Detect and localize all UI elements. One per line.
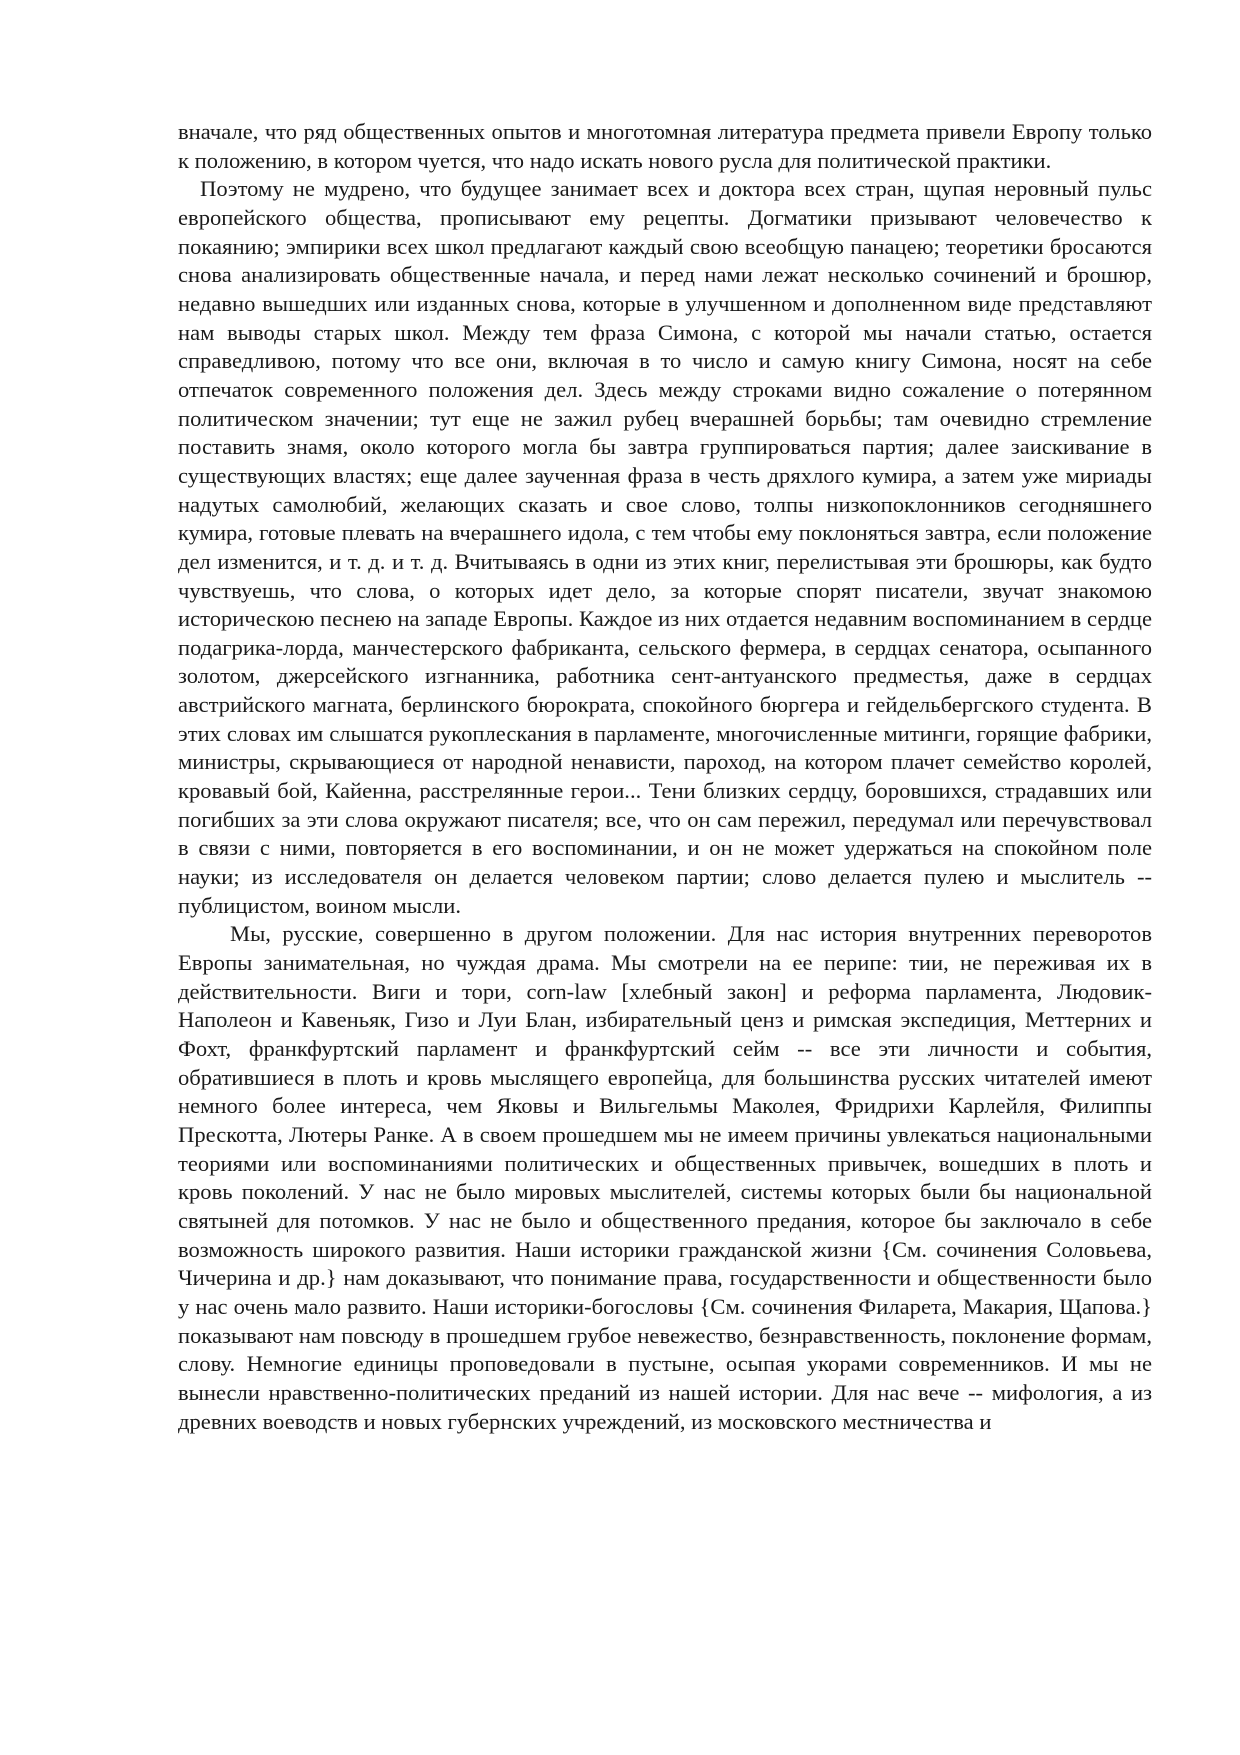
paragraph-1: вначале, что ряд общественных опытов и многотомная литература предмета привели Европу только к положению, в котором чуется, что надо искать нового русла для политической практики. (178, 119, 1152, 173)
paragraph-2: Поэтому не мудрено, что будущее занимает всех и доктора всех стран, щупая неровный пульс европейского общества, прописывают ему рецепты. Догматики призывают человечество к покаянию; эмпирики всех школ предлагают каждый свою всеобщую панацею; теоретики бросаются снова анализировать общественные начала, и перед нами лежат несколько сочинений и брошюр, недавно вышедших или изданных снова, которые в улучшенном и дополненном виде представляют нам выводы старых школ. Между тем фраза Симона, с которой мы начали статью, остается справедливою, потому что все они, включая в то число и самую книгу Симона, носят на себе отпечаток современного положения дел. Здесь между строками видно сожаление о потерянном политическом значении; тут еще не зажил рубец вчерашней борьбы; там очевидно стремление поставить знамя, около которого могла бы завтра группироваться партия; далее заискивание в существующих властях; еще далее заученная фраза в честь дряхлого кумира, а затем уже мириады надутых самолюбий, желающих сказать и свое слово, толпы низкопоклонников сегодняшнего кумира, готовые плевать на вчерашнего идола, с тем чтобы ему поклоняться завтра, если положение дел изменится, и т. д. и т. д. Вчитываясь в одни из этих книг, перелистывая эти брошюры, как будто чувствуешь, что слова, о которых идет дело, за которые спорят писатели, звучат знакомою историческою песнею на западе Европы. Каждое из них отдается недавним воспоминанием в сердце подагрика-лорда, манчестерского фабриканта, сельского фермера, в сердцах сенатора, осыпанного золотом, джерсейского изгнанника, работника сент-антуанского предместья, даже в сердцах австрийского магната, берлинского бюрократа, спокойного бюргера и гейдельбергского студента. В этих словах им слышатся рукоплескания в парламенте, многочисленные митинги, горящие фабрики, министры, скрывающиеся от народной ненависти, пароход, на котором плачет семейство королей, кровавый бой, Кайенна, расстрелянные герои... Тени близких сердцу, боровшихся, страдавших или погибших за эти слова окружают писателя; все, что он сам пережил, передумал или перечувствовал в связи с ними, повторяется в его воспоминании, и он не может удержаться на спокойном поле науки; из исследователя он делается человеком партии; слово делается пулею и мыслитель -- публицистом, воином мысли. (178, 176, 1152, 918)
document-body (178, 118, 1152, 1436)
paragraph-3: Мы, русские, совершенно в другом положении. Для нас история внутренних переворотов Европы занимательная, но чуждая драма. Мы смотрели на ее перипе: тии, не переживая их в действительности. Виги и тори, corn-law [хлебный закон] и реформа парламента, Людовик-Наполеон и Кавеньяк, Гизо и Луи Блан, избирательный ценз и римская экспедиция, Меттерних и Фохт, франкфуртский парламент и франкфуртский сейм -- все эти личности и события, обратившиеся в плоть и кровь мыслящего европейца, для большинства русских читателей имеют немного более интереса, чем Яковы и Вильгельмы Маколея, Фридрихи Карлейля, Филиппы Прескотта, Лютеры Ранке. А в своем прошедшем мы не имеем причины увлекаться национальными теориями или воспоминаниями политических и общественных привычек, вошедших в плоть и кровь поколений. У нас не было мировых мыслителей, системы которых были бы национальной святыней для потомков. У нас не было и общественного предания, которое бы заключало в себе возможность широкого развития. Наши историки гражданской жизни {См. сочинения Соловьева, Чичерина и др.} нам доказывают, что понимание права, государственности и общественности было у нас очень мало развито. Наши историки-богословы {См. сочинения Филарета, Макария, Щапова.} показывают нам повсюду в прошедшем грубое невежество, безнравственность, поклонение формам, слову. Немногие единицы проповедовали в пустыне, осыпая укорами современников. И мы не вынесли нравственно-политических преданий из нашей истории. Для нас вече -- мифология, а из древних воеводств и новых губернских учреждений, из московского местничества и (178, 921, 1152, 1434)
